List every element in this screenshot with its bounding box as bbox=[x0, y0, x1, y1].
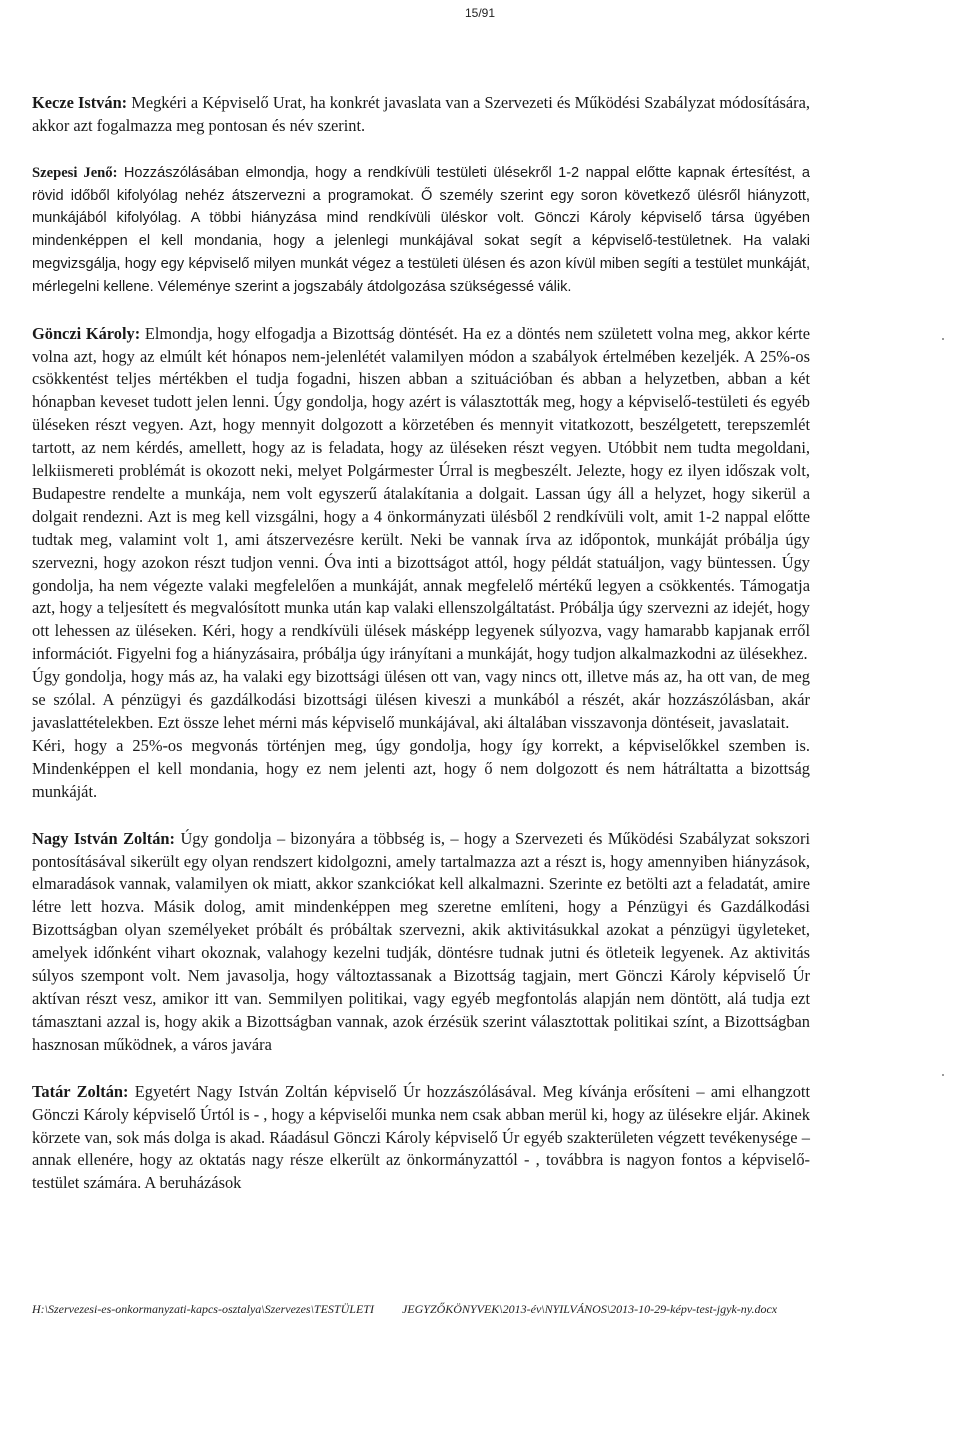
scan-speck bbox=[942, 338, 944, 340]
speaker-name: Gönczi Károly: bbox=[32, 323, 141, 343]
speaker-name: Nagy István Zoltán: bbox=[32, 828, 175, 848]
footer-path-left: H:\Szervezesi-es-onkormanyzati-kapcs-osztalya\Szervezes\TESTÜLETI bbox=[32, 1302, 374, 1316]
paragraph-text: Elmondja, hogy elfogadja a Bizottság döntését. Ha ez a döntés nem született volna meg, akkor kérte volna azt, hogy az elmúlt két hónapos nem-jelenlétét valamilyen módon a szabályok értelmében kezeljék. A 25%-os csökkentést teljes mértékben el tudja fogadni, hiszen abban a szituációban és abban a helyzetben, abban a két hónapban keveset tudott jelen lenni. Úgy gondolja, hogy azért is választották meg, hogy a képviselő-testületi és egyéb üléseken részt vegyen. Azt, hogy mennyit dolgozott a körzetében és mennyit vitatkozott, beszélgetett, terepszemlét tartott, az nem kérdés, amellett, hogy az is feladata, hogy az üléseken részt vegyen. Utóbbit nem tudta megoldani, lelkiismereti problémát is okozott neki, melyet Polgármester Úrral is megbeszélt. Jelezte, hogy ez ilyen időszak volt, Budapestre rendelte a munkája, nem volt egyszerű átalakítania a dolgait. Lassan úgy áll a helyzet, hogy sikerül a dolgait rendezni. Azt is meg kell vizsgálni, hogy a 4 önkormányzati ülésből 2 rendkívüli volt, amit 1-2 nappal előtte tudtak meg, valamint volt 1, ami átszervezésre került. Neki be vannak írva az időpontok, munkáját próbálja úgy szervezni, hogy azokon részt tudjon venni. Óva inti a bizottságot attól, hogy példát statuáljon, vagy büntessen. Úgy gondolja, ha nem végezte valaki megfelelően a munkáját, annak megfelelő mértékű legyen a csökkentés. Támogatja azt, hogy a teljesített és megvalósított munka után kap valaki ellenszolgáltatást. Próbálja úgy szervezni az idejét, hogy ott lehessen az üléseken. Kéri, hogy a rendkívüli ülések másképp legyenek súlyozva, vagy hamarabb kapjanak erről információt. Figyelni fog a hiányzásaira, próbálja úgy irányítani a munkáját, hogy tudjon alkalmazkodni az ülésekhez. bbox=[32, 323, 810, 664]
speaker-name: Szepesi Jenő: bbox=[32, 164, 118, 181]
paragraph-text: Hozzászólásában elmondja, hogy a rendkívüli testületi ülésekről 1-2 nappal előtte kapnak értesítést, a rövid időből kifolyólag nehéz átszervezni a programokat. Ő személy szerint egy soron következő ülésről hiányzott, munkájából kifolyólag. A többi hiányzása mind rendkívüli üléskor volt. Gönczi Károly képviselő társa ügyében mindenképpen el kell mondania, hogy a jelenlegi munkájával sokat segít a képviselő-testületnek. Ha valaki megvizsgálja, hogy egy képviselő milyen munkát végez a testületi ülésen és azon kívül miben segíti a testület munkáját, mérlegelni kellene. Véleménye szerint a jogszabály átdolgozása szükségessé válik. bbox=[32, 164, 810, 295]
scan-speck bbox=[942, 1074, 944, 1076]
paragraph-nagy bbox=[32, 828, 810, 1057]
paragraph-text: Megkéri a Képviselő Urat, ha konkrét javaslata van a Szervezeti és Működési Szabályzat módosítására, akkor azt fogalmazza meg pontosan és név szerint. bbox=[32, 93, 810, 135]
paragraph-szepesi bbox=[32, 162, 810, 299]
speaker-name: Kecze István: bbox=[32, 93, 128, 112]
paragraph-gonczi-closing bbox=[32, 735, 810, 804]
speaker-name: Tatár Zoltán: bbox=[32, 1081, 129, 1101]
paragraph-text: Egyetért Nagy István Zoltán képviselő Úr hozzászólásával. Meg kívánja erősíteni – ami elhangzott Gönczi Károly képviselő Úrtól is - , hogy a képviselői munka nem csak abban merül ki, hogy az ülésekre eljár. Akinek körzete van, sok más dolga is akad. Ráadásul Gönczi Károly képviselő Úr egyéb szakterületen végzett tevékenysége – annak ellenére, hogy az oktatás nagy része elkerült az önkormányzattól - , továbbra is nagyon fontos a képviselő-testület számára. A beruházások bbox=[32, 1081, 810, 1193]
paragraph-text: Úgy gondolja, hogy más az, ha valaki egy bizottsági ülésen ott van, vagy nincs ott, illetve más az, ha ott van, de meg se szólal. A pénzügyi és gazdálkodási bizottsági ülésen kiveszi a munkából a részét, akár hozzászólásban, akár javaslattételekben. Ezt össze lehet mérni más képviselő munkájával, aki általában visszavonja döntéseit, javaslatait. bbox=[32, 667, 810, 732]
paragraph-gonczi-continued bbox=[32, 666, 810, 735]
paragraph-tatar bbox=[32, 1081, 810, 1196]
footer-path-right: JEGYZŐKÖNYVEK\2013-év\NYILVÁNOS\2013-10-29-képv-test-jgyk-ny.docx bbox=[401, 1302, 778, 1316]
document-body bbox=[32, 92, 810, 1213]
paragraph-gonczi bbox=[32, 323, 810, 667]
paragraph-text: Úgy gondolja – bizonyára a többség is, – hogy a Szervezeti és Működési Szabályzat sokszori pontosításával sikerült egy olyan rendszert kidolgozni, amely tartalmazza azt a részt is, hogy amennyiben hiányzások, elmaradások vannak, valamilyen ok miatt, akkor szankciókat kell alkalmazni. Szerinte ez betölti azt a feladatát, amire létre lett hozva. Másik dolog, amit mindenképpen meg szeretne említeni, hogy a Pénzügyi és Gazdálkodási Bizottságban olyan személyeket próbált és próbáltak szervezni, akik aktivitásukkal azokat a pénzügyi ügyleteket, amelyek időnként vihart okoznak, valahogy kezelni tudják, döntésre tudnak jutni és ötleteik legyenek. Az aktivitás súlyos szempont volt. Nem javasolja, hogy változtassanak a Bizottság tagjain, mert Gönczi Károly képviselő Úr aktívan részt vesz, amikor itt van. Semmilyen politikai, vagy egyéb megfontolás alapján nem döntött, alá tudja ezt támasztani azzal is, hogy akik a Bizottságban vannak, azok érzésük szerint választottak politikai színt, a Bizottságban hasznosan működnek, a város javára bbox=[32, 828, 810, 1054]
footer-file-path bbox=[32, 1300, 812, 1319]
paragraph-text: Kéri, hogy a 25%-os megvonás történjen meg, úgy gondolja, hogy így korrekt, a képviselőkkel szemben is. Mindenképpen el kell mondania, hogy ez nem jelenti azt, hogy ő nem dolgozott és nem hátráltatta a bizottság munkáját. bbox=[32, 735, 810, 801]
page-number: 15/91 bbox=[464, 6, 496, 20]
paragraph-kecze bbox=[32, 92, 810, 138]
